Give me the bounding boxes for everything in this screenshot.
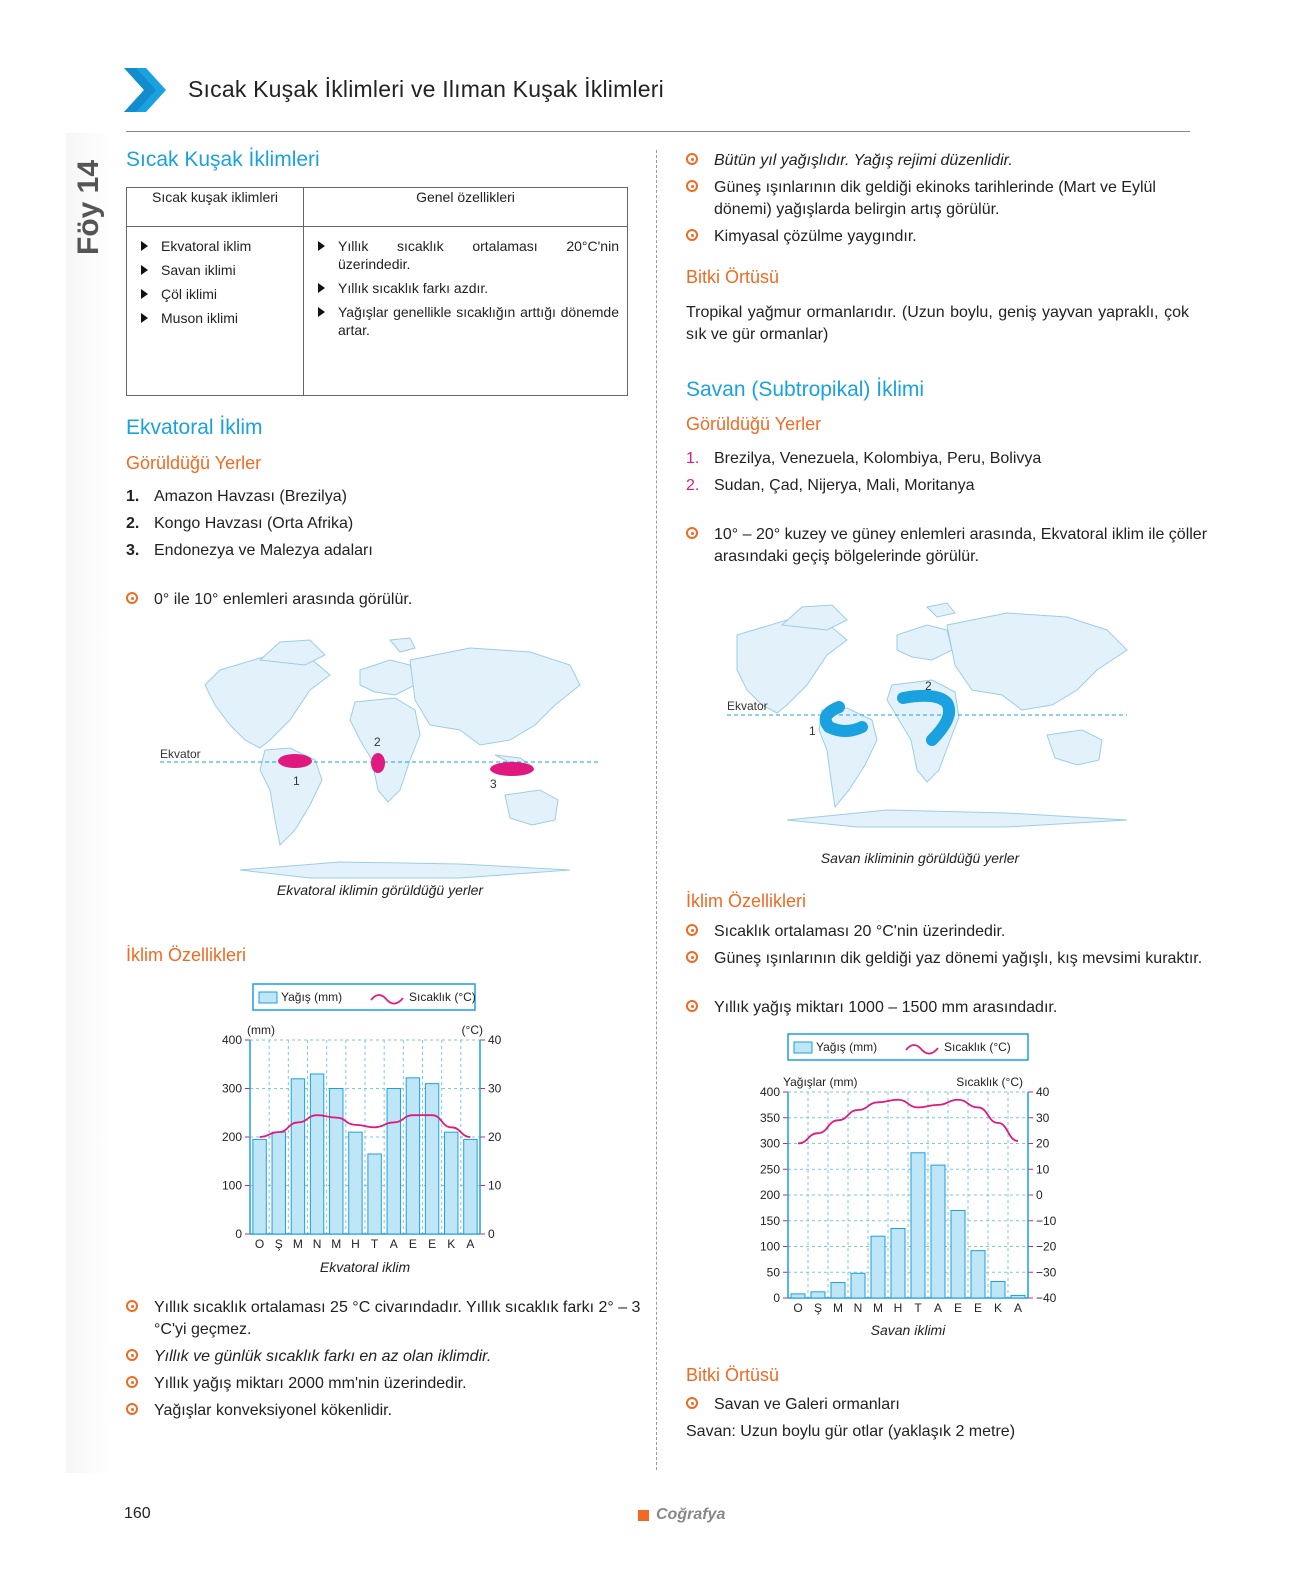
subheading-features: İklim Özellikleri — [686, 891, 807, 911]
precipitation-bar — [931, 1165, 945, 1298]
y-tick-left: 350 — [760, 1110, 780, 1125]
x-tick-label: T — [370, 1237, 379, 1251]
right-axis-unit: Sıcaklık (°C) — [956, 1075, 1023, 1089]
precipitation-bar — [253, 1139, 266, 1234]
legend-bar-label: Yağış (mm) — [816, 1040, 878, 1054]
subheading-places: Görüldüğü Yerler — [686, 414, 822, 434]
precipitation-bar — [911, 1153, 925, 1298]
list-item: Muson iklimi — [135, 309, 295, 327]
section-title-equatorial: Ekvatoral İklim — [126, 416, 263, 439]
map-label-1: 1 — [293, 774, 300, 788]
y-tick-left: 200 — [760, 1188, 780, 1202]
legend-bar-label: Yağış (mm) — [281, 990, 343, 1004]
chart-caption: Savan iklimi — [870, 1322, 946, 1338]
x-tick-label: K — [993, 1301, 1003, 1315]
y-tick-left: 50 — [766, 1265, 780, 1280]
legend-line-label: Sıcaklık (°C) — [409, 990, 476, 1004]
list-item: 1. Brezilya, Venezuela, Kolombiya, Peru, Bolivya — [686, 450, 1042, 467]
list-item: Yıllık sıcaklık ortalaması 20°C'nin üzerindedir. — [312, 237, 619, 273]
subheading-vegetation: Bitki Örtüsü — [686, 267, 780, 287]
x-tick-label: O — [254, 1237, 265, 1251]
subheading-features: İklim Özellikleri — [126, 945, 247, 965]
target-bullet-icon — [126, 592, 138, 604]
map-label-3: 3 — [490, 777, 497, 791]
precipitation-bar — [368, 1154, 381, 1234]
y-tick-left: 100 — [221, 1178, 242, 1193]
map-label-2: 2 — [374, 735, 381, 749]
left-axis-unit: (mm) — [247, 1023, 275, 1037]
section-title-savanna: Savan (Subtropikal) İklimi — [686, 378, 925, 401]
y-tick-right: 40 — [488, 1033, 502, 1047]
x-tick-label: E — [428, 1237, 437, 1251]
x-tick-label: M — [833, 1301, 843, 1315]
y-tick-right: −40 — [1036, 1291, 1057, 1305]
legend-bar-swatch — [259, 992, 277, 1003]
list-item: 1. Amazon Havzası (Brezilya) — [126, 488, 347, 505]
y-tick-left: 200 — [221, 1130, 242, 1144]
y-tick-right: 40 — [1036, 1085, 1050, 1099]
precipitation-bar — [851, 1273, 865, 1298]
x-tick-label: K — [447, 1237, 456, 1251]
x-tick-label: N — [312, 1237, 322, 1251]
x-tick-label: A — [389, 1237, 398, 1251]
equatorial-vegetation-text: Tropikal yağmur ormanlarıdır. (Uzun boylu, geniş yayvan yapraklı, çok sık ve gür ormanlar) — [686, 304, 1189, 343]
list-item: Güneş ışınlarının dik geldiği yaz dönemi yağışlı, kış mevsimi kuraktır. — [686, 948, 1217, 970]
savanna-vegetation-text: Savan: Uzun boylu gür otlar (yaklaşık 2 metre) — [686, 1423, 1016, 1440]
precipitation-bar — [310, 1074, 323, 1234]
y-tick-left: 300 — [221, 1081, 242, 1096]
x-tick-label: Ş — [274, 1237, 283, 1251]
list-item: Yağışlar konveksiyonel kökenlidir. — [126, 1400, 654, 1422]
savanna-latitude-note: 10° – 20° kuzey ve güney enlemleri arasında, Ekvatoral iklim ile çöller arasındaki geçiş bölgelerinde görülür. — [686, 524, 1217, 568]
target-bullet-icon — [686, 1397, 698, 1409]
x-tick-label: T — [914, 1301, 922, 1315]
x-tick-label: E — [953, 1301, 963, 1315]
x-tick-label: N — [853, 1301, 863, 1315]
equatorial-latitude-note: 0° ile 10° enlemleri arasında görülür. — [126, 589, 654, 611]
footer-brand: Coğrafya — [656, 1506, 726, 1523]
precipitation-bar — [387, 1089, 400, 1235]
list-item: Ekvatoral iklim — [135, 237, 295, 255]
table-header-climates: Sıcak kuşak iklimleri — [127, 188, 304, 227]
list-item: Kimyasal çözülme yaygındır. — [686, 226, 1217, 248]
precipitation-bar — [445, 1132, 458, 1234]
chart-caption: Ekvatoral iklim — [319, 1259, 411, 1275]
x-tick-label: A — [933, 1301, 943, 1315]
right-axis-unit: (°C) — [461, 1023, 483, 1037]
x-tick-label: M — [331, 1237, 342, 1251]
list-item: 2. Sudan, Çad, Nijerya, Mali, Moritanya — [686, 477, 975, 494]
left-axis-unit: Yağışlar (mm) — [783, 1075, 858, 1089]
precipitation-bar — [831, 1283, 845, 1298]
y-tick-right: 30 — [1036, 1110, 1050, 1125]
y-tick-left: 150 — [760, 1213, 780, 1228]
table-header-features: Genel özellikleri — [304, 188, 628, 227]
list-item: Yıllık yağış miktarı 1000 – 1500 mm arasındadır. — [686, 997, 1217, 1019]
x-tick-label: M — [873, 1301, 883, 1315]
x-tick-label: O — [793, 1301, 803, 1315]
savanna-vegetation-bullet: Savan ve Galeri ormanları — [686, 1394, 1217, 1416]
list-item: 3. Endonezya ve Malezya adaları — [126, 542, 373, 559]
table-cell-features — [304, 227, 628, 396]
map1-caption: Ekvatoral iklimin görüldüğü yerler — [276, 882, 484, 898]
side-strip — [66, 133, 112, 1473]
target-bullet-icon — [126, 1403, 138, 1415]
y-tick-left: 400 — [221, 1033, 242, 1047]
precipitation-bar — [891, 1228, 905, 1298]
y-tick-right: 10 — [1036, 1162, 1050, 1177]
y-tick-right: 20 — [488, 1130, 502, 1144]
precipitation-bar — [330, 1089, 343, 1235]
x-tick-label: M — [292, 1237, 303, 1251]
target-bullet-icon — [686, 1000, 698, 1012]
list-item: Yıllık ve günlük sıcaklık farkı en az olan iklimdir. — [126, 1346, 654, 1368]
list-item: 2. Kongo Havzası (Orta Afrika) — [126, 515, 354, 532]
list-item: Yıllık sıcaklık farkı azdır. — [312, 279, 619, 297]
list-item: Yıllık sıcaklık ortalaması 25 °C civarındadır. Yıllık sıcaklık farkı 2° – 3 °C'yi geçmez. — [126, 1297, 654, 1341]
precipitation-bar — [971, 1251, 985, 1298]
y-tick-right: −10 — [1036, 1213, 1057, 1228]
y-tick-right: 10 — [488, 1178, 502, 1193]
subheading-places: Görüldüğü Yerler — [126, 453, 262, 473]
y-tick-right: 30 — [488, 1081, 502, 1096]
target-bullet-icon — [686, 153, 698, 165]
target-bullet-icon — [686, 951, 698, 963]
y-tick-left: 300 — [760, 1136, 780, 1151]
side-label-text: Föy 14 — [72, 159, 105, 255]
precipitation-bar — [951, 1210, 965, 1298]
y-tick-left: 0 — [235, 1227, 242, 1241]
map-label-2: 2 — [925, 679, 932, 693]
target-bullet-icon — [686, 229, 698, 241]
y-tick-left: 100 — [760, 1239, 780, 1254]
list-item: Güneş ışınlarının dik geldiği ekinoks tarihlerinde (Mart ve Eylül dönemi) yağışlarda belirgin artış görülür. — [686, 177, 1217, 221]
precipitation-bar — [1011, 1295, 1025, 1298]
page-header-title: Sıcak Kuşak İklimleri ve Ilıman Kuşak İklimleri — [188, 76, 664, 102]
precipitation-bar — [464, 1139, 477, 1234]
list-item: Sıcaklık ortalaması 20 °C'nin üzerindedir. — [686, 921, 1217, 943]
y-tick-right: 0 — [1036, 1188, 1043, 1202]
target-bullet-icon — [686, 180, 698, 192]
climate-table — [126, 187, 628, 396]
y-tick-left: 400 — [760, 1085, 780, 1099]
equatorial-climate-chart — [205, 980, 525, 1275]
world-map-savanna — [727, 595, 1167, 850]
list-item: Yıllık yağış miktarı 2000 mm'nin üzerindedir. — [126, 1373, 654, 1395]
header-divider — [126, 131, 1190, 132]
equatorial-places-list — [126, 483, 373, 564]
precipitation-bar — [991, 1282, 1005, 1298]
y-tick-left: 250 — [760, 1162, 780, 1177]
target-bullet-icon — [686, 924, 698, 936]
y-tick-right: −20 — [1036, 1239, 1057, 1254]
equator-label: Ekvator — [160, 747, 201, 761]
precipitation-bar — [791, 1294, 805, 1298]
equator-label: Ekvator — [727, 699, 768, 713]
map2-caption: Savan ikliminin görüldüğü yerler — [820, 850, 1020, 866]
world-map-equatorial — [160, 630, 600, 885]
brand-square-icon — [638, 1510, 649, 1521]
precipitation-bar — [406, 1078, 419, 1234]
legend-bar-swatch — [794, 1042, 812, 1053]
legend-line-label: Sıcaklık (°C) — [944, 1040, 1011, 1054]
y-tick-left: 0 — [773, 1291, 780, 1305]
list-item: Bütün yıl yağışlıdır. Yağış rejimi düzenlidir. — [686, 150, 1217, 172]
list-item: Savan iklimi — [135, 261, 295, 279]
list-item: Yağışlar genellikle sıcaklığın arttığı dönemde artar. — [312, 303, 619, 339]
target-bullet-icon — [126, 1300, 138, 1312]
y-tick-right: 0 — [488, 1227, 495, 1241]
precipitation-bar — [811, 1292, 825, 1298]
target-bullet-icon — [126, 1376, 138, 1388]
x-tick-label: E — [408, 1237, 417, 1251]
precipitation-bar — [349, 1132, 362, 1234]
x-tick-label: A — [466, 1237, 475, 1251]
map-label-1: 1 — [809, 724, 816, 738]
precipitation-bar — [871, 1236, 885, 1298]
side-label — [68, 150, 108, 260]
list-item: Çöl iklimi — [135, 285, 295, 303]
precipitation-bar — [272, 1132, 285, 1234]
target-bullet-icon — [126, 1349, 138, 1361]
target-bullet-icon — [686, 527, 698, 539]
precipitation-bar — [291, 1079, 304, 1234]
x-tick-label: A — [1013, 1301, 1023, 1315]
precipitation-bar — [425, 1084, 438, 1234]
table-cell-climates — [127, 227, 304, 396]
chapter-arrow-icon — [122, 66, 168, 114]
x-tick-label: Ş — [813, 1301, 823, 1315]
x-tick-label: E — [973, 1301, 983, 1315]
column-divider — [656, 150, 658, 1470]
x-tick-label: H — [351, 1237, 360, 1251]
savanna-places-list — [686, 445, 1041, 499]
page-number: 160 — [124, 1505, 151, 1522]
section-title-hot-zone: Sıcak Kuşak İklimleri — [126, 148, 320, 171]
x-tick-label: H — [893, 1301, 903, 1315]
savanna-climate-chart — [760, 1030, 1100, 1350]
subheading-vegetation: Bitki Örtüsü — [686, 1365, 780, 1385]
y-tick-right: 20 — [1036, 1136, 1050, 1151]
y-tick-right: −30 — [1036, 1265, 1057, 1280]
